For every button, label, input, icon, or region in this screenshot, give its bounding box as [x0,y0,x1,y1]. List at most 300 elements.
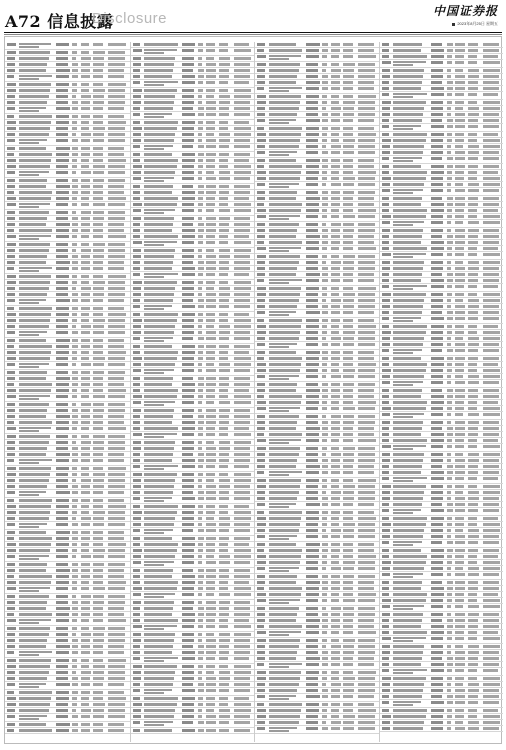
table-cell [133,345,140,348]
table-cell [343,119,353,122]
table-cell [358,453,375,456]
table-cell [133,441,141,444]
table-cell [269,197,296,200]
table-cell [198,197,203,200]
table-cell [93,639,103,642]
table-cell [206,633,214,636]
table-cell [393,491,424,494]
table-cell [382,125,389,128]
table-cell [382,157,389,160]
table-cell [19,243,50,246]
table-cell [93,627,104,630]
table-cell [322,337,326,340]
table-cell [7,523,14,526]
table-cell [108,555,125,558]
table-cell [468,241,478,244]
table-cell [72,255,78,258]
table-cell [257,407,265,410]
table-row [131,688,255,696]
table-cell [56,645,70,648]
table-cell [198,363,203,366]
table-cell [108,115,123,118]
table-cell [219,319,228,322]
table-cell [182,639,194,642]
table-cell [72,683,78,686]
table-cell [219,197,229,200]
table-cell [431,75,443,78]
table-cell [447,413,452,416]
table-cell [108,619,125,622]
table-cell [343,183,354,186]
table-cell [7,275,16,278]
table-cell [269,567,299,569]
table-cell [81,421,90,424]
table-row [5,586,130,594]
table-cell [269,49,303,52]
table-cell [7,491,14,494]
table-cell [322,305,328,308]
table-cell [7,715,14,718]
table-cell [358,607,375,610]
table-cell [133,549,142,552]
table-cell [7,325,15,328]
table-cell [19,499,53,502]
table-cell [431,311,443,314]
table-cell [108,639,124,642]
table-cell [206,587,214,590]
table-cell [468,317,478,320]
table-cell [447,491,452,494]
table-cell [331,535,341,538]
table-cell [483,267,500,270]
table-cell [133,453,140,456]
table-cell [322,593,327,596]
table-cell [234,537,250,540]
table-cell [358,229,374,232]
table-cell [382,107,390,110]
table-cell [7,563,14,566]
table-cell [382,433,389,436]
table-cell [93,459,103,462]
table-cell [144,244,164,246]
table-cell [182,715,194,718]
table-cell [108,435,125,438]
table-cell [483,625,499,628]
table-cell [343,671,352,674]
table-cell [393,311,422,314]
table-cell [269,666,289,668]
table-cell [133,113,140,116]
table-cell [19,523,48,525]
table-row [255,150,379,158]
table-cell [393,55,427,58]
table-cell [144,235,178,238]
table-cell [483,631,498,634]
table-cell [358,439,375,442]
table-cell [206,549,214,552]
table-cell [393,657,422,660]
table-cell [431,119,443,122]
table-cell [269,395,303,398]
table-cell [447,701,453,704]
table-cell [331,639,339,642]
table-cell [306,127,319,130]
table-cell [72,243,77,246]
table-cell [72,421,77,424]
table-cell [455,171,464,174]
table-cell [358,299,375,302]
table-cell [382,311,389,314]
table-row [255,118,379,126]
table-cell [358,69,375,72]
table-cell [331,165,340,168]
table-cell [257,95,266,98]
table-cell [93,543,102,546]
table-cell [447,453,452,456]
table-cell [72,595,76,598]
table-cell [393,384,413,386]
table-cell [447,401,452,404]
table-cell [234,383,250,386]
table-cell [144,345,171,348]
table-cell [331,119,340,122]
table-cell [322,485,327,488]
table-cell [182,241,195,244]
table-cell [19,165,50,168]
table-cell [19,619,51,621]
table-cell [108,51,125,54]
table-cell [343,567,354,570]
table-cell [322,171,327,174]
table-cell [431,369,444,372]
table-cell [93,691,103,694]
table-cell [182,89,195,92]
table-cell [81,357,89,360]
table-cell [431,459,443,462]
table-row [380,316,504,324]
table-cell [206,497,215,500]
table-cell [182,529,194,532]
table-cell [257,523,265,526]
table-cell [483,567,500,570]
table-cell [81,43,89,46]
table-cell [133,101,141,104]
table-cell [133,223,140,226]
table-cell [331,159,340,162]
table-cell [343,485,354,488]
table-cell [382,471,389,474]
table-row [131,464,255,472]
table-cell [257,101,265,104]
table-cell [343,683,354,686]
table-cell [144,671,175,674]
table-cell [322,101,327,104]
table-cell [81,139,91,142]
table-cell [393,459,423,462]
table-cell [206,43,215,46]
table-cell [7,581,16,584]
table-cell [144,369,174,371]
table-cell [108,261,124,264]
table-cell [431,209,444,212]
table-row [131,304,255,312]
table-cell [56,555,68,558]
table-cell [447,369,452,372]
table-cell [206,287,214,290]
table-cell [93,581,102,584]
table-cell [7,89,15,92]
table-cell [72,459,77,462]
table-cell [343,223,354,226]
table-cell [206,401,214,404]
table-cell [198,177,202,180]
table-cell [331,575,341,578]
table-cell [19,622,39,624]
table-cell [322,497,328,500]
table-row [380,444,504,452]
table-cell [393,416,413,418]
table-cell [382,145,390,148]
table-cell [447,433,453,436]
table-cell [234,549,251,552]
table-cell [455,61,463,64]
table-cell [72,549,77,552]
table-cell [198,639,202,642]
table-cell [257,343,264,346]
table-cell [19,325,49,328]
table-cell [72,467,77,470]
table-cell [56,89,68,92]
table-cell [144,95,175,98]
table-cell [431,541,443,544]
table-cell [382,221,390,224]
table-cell [447,49,453,52]
table-cell [206,689,215,692]
table-cell [219,185,229,188]
table-cell [358,663,373,666]
table-cell [331,197,340,200]
table-cell [257,511,264,514]
table-cell [234,299,250,302]
table-cell [93,211,104,214]
table-cell [133,197,140,200]
table-cell [144,459,171,462]
table-cell [19,270,39,272]
table-cell [198,633,203,636]
table-cell [81,363,91,366]
table-cell [72,101,78,104]
table-cell [393,683,424,686]
table-cell [257,63,265,66]
table-cell [358,511,373,514]
table-cell [306,689,318,692]
table-column [130,42,255,742]
table-cell [72,607,78,610]
table-cell [269,415,299,418]
table-cell [468,485,477,488]
table-cell [306,535,318,538]
table-cell [93,229,103,232]
table-cell [257,81,264,84]
table-cell [431,279,445,282]
table-cell [468,221,479,224]
table-cell [7,255,14,258]
table-cell [133,357,142,360]
table-cell [182,337,194,340]
table-cell [182,485,194,488]
table-cell [56,677,68,680]
table-cell [358,395,373,398]
table-cell [206,255,216,258]
table-cell [331,523,339,526]
table-cell [358,703,373,706]
table-cell [219,139,230,142]
table-cell [56,357,68,360]
table-cell [19,459,53,461]
table-row [380,700,504,708]
table-cell [455,305,465,308]
table-cell [447,241,453,244]
table-row [380,604,504,612]
table-cell [331,229,341,232]
table-cell [358,159,374,162]
table-cell [468,651,479,654]
table-cell [483,683,500,686]
table-cell [7,473,15,476]
table-cell [72,363,76,366]
table-cell [19,473,50,476]
table-cell [358,113,374,116]
table-cell [133,683,140,686]
table-cell [455,727,465,730]
table-cell [358,95,375,98]
table-cell [81,293,91,296]
table-cell [257,165,264,168]
table-cell [144,468,164,470]
table-cell [133,299,140,302]
table-cell [108,691,123,694]
table-cell [358,639,375,642]
table-cell [393,480,413,482]
table-cell [306,561,318,564]
table-cell [144,261,173,264]
table-cell [108,83,125,86]
table-cell [219,645,229,648]
table-cell [331,517,339,520]
table-cell [72,659,77,662]
table-cell [322,721,326,724]
table-cell [382,581,389,584]
table-cell [19,78,39,80]
table-cell [56,319,68,322]
table-cell [72,307,77,310]
table-cell [358,139,375,142]
table-cell [393,605,424,607]
table-row [380,412,504,420]
table-cell [56,473,68,476]
table-cell [108,607,124,610]
table-cell [144,69,173,72]
table-cell [81,307,90,310]
table-cell [19,485,48,488]
table-cell [393,619,422,622]
table-cell [483,657,499,660]
table-cell [7,555,15,558]
table-cell [447,61,452,64]
table-cell [133,689,140,692]
table-cell [306,709,319,712]
table-cell [382,593,389,596]
table-cell [322,325,327,328]
table-cell [56,83,69,86]
table-cell [468,619,478,622]
table-cell [144,273,178,275]
table-cell [331,69,341,72]
table-cell [382,465,389,468]
table-cell [393,704,413,706]
table-cell [306,645,318,648]
table-cell [81,331,91,334]
table-cell [133,49,142,52]
table-cell [358,447,375,450]
table-cell [306,657,320,660]
table-cell [198,305,204,308]
table-cell [343,69,354,72]
table-cell [269,410,289,412]
table-cell [81,75,90,78]
table-cell [257,223,265,226]
table-cell [81,453,90,456]
table-cell [393,645,424,648]
table-cell [144,113,171,115]
table-cell [56,313,69,316]
table-cell [144,383,171,386]
table-cell [269,535,298,537]
table-cell [81,569,90,572]
table-cell [182,447,194,450]
table-cell [234,185,250,188]
table-cell [331,599,339,602]
table-cell [322,651,328,654]
table-cell [306,119,320,122]
table-cell [19,319,50,322]
table-cell [198,479,203,482]
table-cell [455,241,464,244]
table-cell [7,331,14,334]
table-cell [206,197,215,200]
table-cell [108,107,124,110]
table-cell [144,177,174,179]
table-cell [468,113,479,116]
table-cell [56,723,70,726]
table-cell [93,555,104,558]
table-cell [382,293,391,296]
table-cell [182,569,194,572]
table-cell [483,343,500,346]
table-cell [455,701,464,704]
table-cell [322,479,327,482]
table-cell [447,669,452,672]
table-cell [133,433,142,436]
table-cell [483,305,500,308]
table-cell [7,691,14,694]
table-cell [483,325,498,328]
table-row [255,278,379,286]
table-cell [7,485,14,488]
table-cell [447,247,452,250]
table-cell [447,189,451,192]
table-cell [447,133,452,136]
